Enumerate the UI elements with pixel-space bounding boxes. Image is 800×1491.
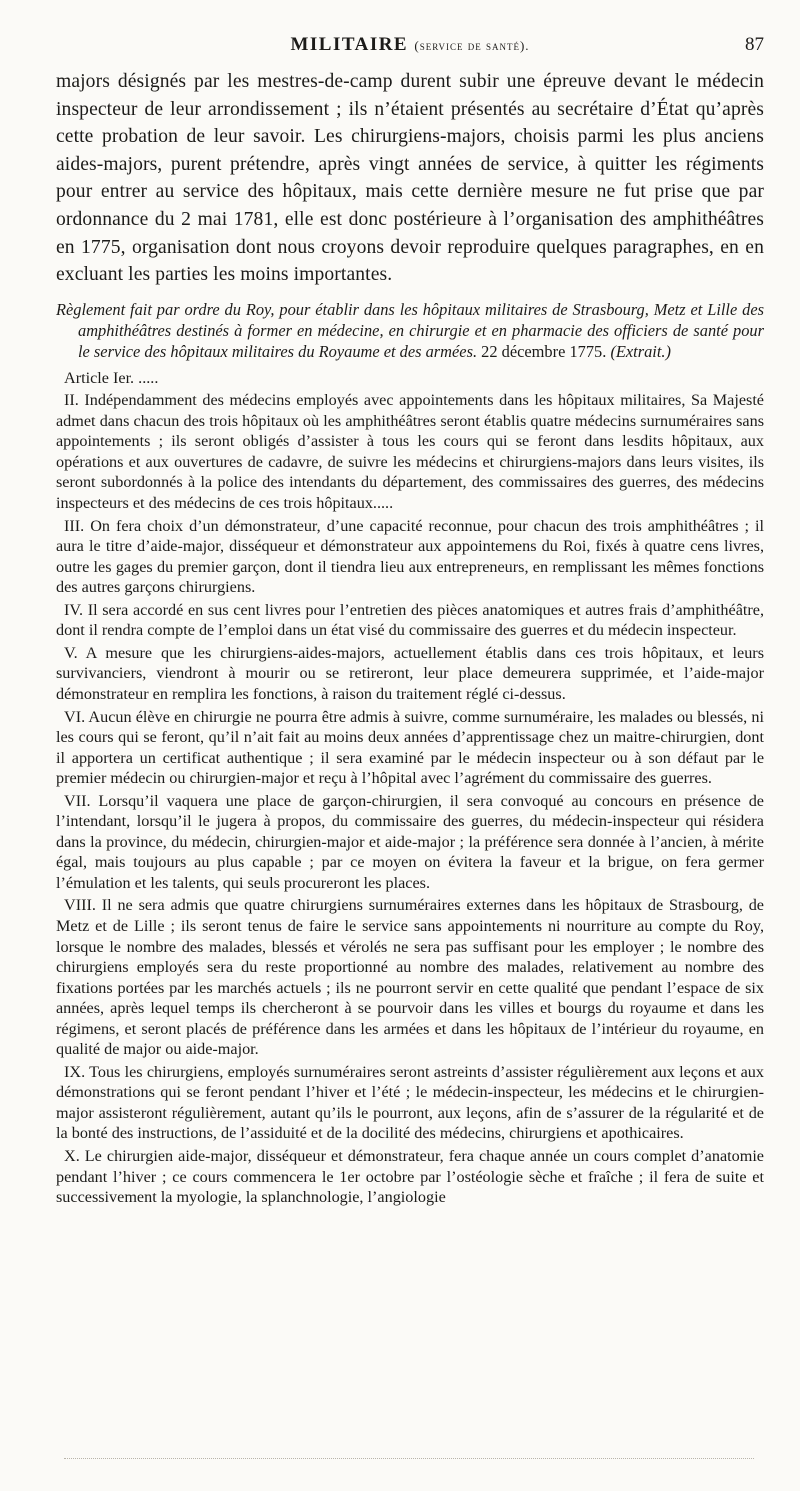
reglement-date: 22 décembre 1775.	[481, 341, 607, 361]
article-3: III. On fera choix d’un démonstrateur, d’une capacité reconnue, pour chacun des trois amphithéâtres ; il aura le titre d’aide-major, disséqueur et démonstrateur aux appointemens du Roi, fixés à quatre cens livres, outre les gages du premier garçon, dont il tiendra lieu aux entrepreneurs, en remplissant les mêmes fonctions des autres garçons chirurgiens.	[56, 516, 764, 597]
article-5: V. A mesure que les chirurgiens-aides-majors, actuellement établis dans ces trois hôpitaux, et leurs survivanciers, viendront à mourir ou se retireront, leur place demeurera supprimée, et l’aide-major démonstrateur en remplira les fonctions, à raison du traitement réglé ci-dessus.	[56, 643, 764, 703]
article-4: IV. Il sera accordé en sus cent livres pour l’entretien des pièces anatomiques et autres frais d’amphithéâtre, dont il rendra compte de l’emploi dans un état visé du commissaire des guerres et du médecin inspecteur.	[56, 600, 764, 640]
article-7: VII. Lorsqu’il vaquera une place de garçon-chirurgien, il sera convoqué au concours en présence de l’intendant, lorsqu’il le jugera à propos, du commissaire des guerres, du médecin-inspecteur qui résidera dans la province, du médecin, chirurgien-major et aide-major ; la préférence sera donnée à l’ancien, à mérite égal, mais toujours au plus capable ; par ce moyen on évitera la faveur et la brigue, on fera germer l’émulation et les talents, qui seuls procureront les places.	[56, 791, 764, 892]
header-title: MILITAIRE	[290, 34, 409, 55]
reglement-title: Règlement fait par ordre du Roy, pour établir dans les hôpitaux militaires de Strasbourg, Metz et Lille des amphithéâtres destinés à former en médecine, en chirurgie et en pharmacie des officiers de santé pour le service des hôpitaux militaires du Royaume et des armées.	[56, 299, 764, 361]
running-header	[56, 28, 764, 62]
reglement-heading	[56, 299, 764, 362]
article-6: VI. Aucun élève en chirurgie ne pourra être admis à suivre, comme surnuméraire, les malades ou blessés, ni les cours qui se feront, qu’il n’ait fait au moins deux années d’apprentissage chez un maitre-chirurgien, dont il apportera un certificat authentique ; il sera examiné par le médecin inspecteur ou à son défaut par le premier médecin ou chirurgien-major et reçu à l’hôpital avec l’agrément du commissaire des guerres.	[56, 707, 764, 788]
article-1: Article Ier. .....	[64, 368, 159, 387]
articles-list	[56, 368, 764, 1208]
header-subtitle: (service de santé).	[414, 38, 530, 53]
article-8: VIII. Il ne sera admis que quatre chirurgiens surnuméraires externes dans les hôpitaux de Strasbourg, de Metz et de Lille ; ils seront tenus de faire le service sans appointements ni nourriture au compte du Roy, lorsque le nombre des malades, blessés et vérolés ne sera pas suffisant pour les employer ; le nombre des chirurgiens employés sera du reste proportionné au nombre des malades, relativement au nombre des fixations portées par les marchés actuels ; ils ne pourront servir en cette qualité que pendant l’espace de six années, après lequel temps ils chercheront à se pourvoir dans les villes et bourgs du royaume et dans les régimens, et seront placés de préférence dans les armées et dans les hôpitaux de l’intérieur du royaume, en qualité de major ou aide-major.	[56, 896, 764, 1059]
book-page	[56, 28, 764, 1208]
article-10: X. Le chirurgien aide-major, disséqueur et démonstrateur, fera chaque année un cours complet d’anatomie pendant l’hiver ; ce cours commencera le 1er octobre par l’ostéologie sèche et fraîche ; il fera de suite et successivement la myologie, la splanchnologie, l’angiologie	[56, 1146, 764, 1207]
footer-dotted-rule	[64, 1458, 754, 1459]
intro-paragraph: majors désignés par les mestres-de-camp durent subir une épreuve devant le médecin inspecteur de leur arrondissement ; ils n’étaient présentés au secrétaire d’État qu’après cette probation de leur savoir. Les chirurgiens-majors, choisis parmi les plus anciens aides-majors, purent prétendre, après vingt années de service, à quitter les régiments pour entrer au service des hôpitaux, mais cette dernière mesure ne fut prise que par ordonnance du 2 mai 1781, elle est donc postérieure à l’organisation des amphithéâtres en 1775, organisation dont nous croyons devoir reproduire quelques paragraphes, en en excluant les parties les moins importantes.	[56, 71, 764, 286]
article-9: IX. Tous les chirurgiens, employés surnuméraires seront astreints d’assister régulièrement aux leçons et aux démonstrations qui se feront pendant l’hiver et l’été ; le médecin-inspecteur, les médecins et le chirurgien-major assisteront régulièrement, autant qu’ils le pourront, aux leçons, afin de s’assurer de la régularité et de la bonté des instructions, de l’assiduité et de la docilité des médecins, chirurgiens et apothicaires.	[56, 1062, 764, 1143]
page-number: 87	[745, 34, 764, 55]
article-2: II. Indépendamment des médecins employés avec appointements dans les hôpitaux militaires, Sa Majesté admet dans chacun des trois hôpitaux où les amphithéâtres seront établis quatre médecins surnuméraires sans appointements ; ils seront obligés d’assister à tous les cours qui se feront dans lesdits hôpitaux, aux opérations et aux ouvertures de cadavre, de suivre les médecins et chirurgiens-majors dans leurs visites, ils seront subordonnés à la police des intendants du département, des commissaires des guerres, des médecins inspecteurs et des médecins de ces trois hôpitaux.....	[56, 391, 764, 513]
reglement-extrait: (Extrait.)	[610, 341, 671, 361]
